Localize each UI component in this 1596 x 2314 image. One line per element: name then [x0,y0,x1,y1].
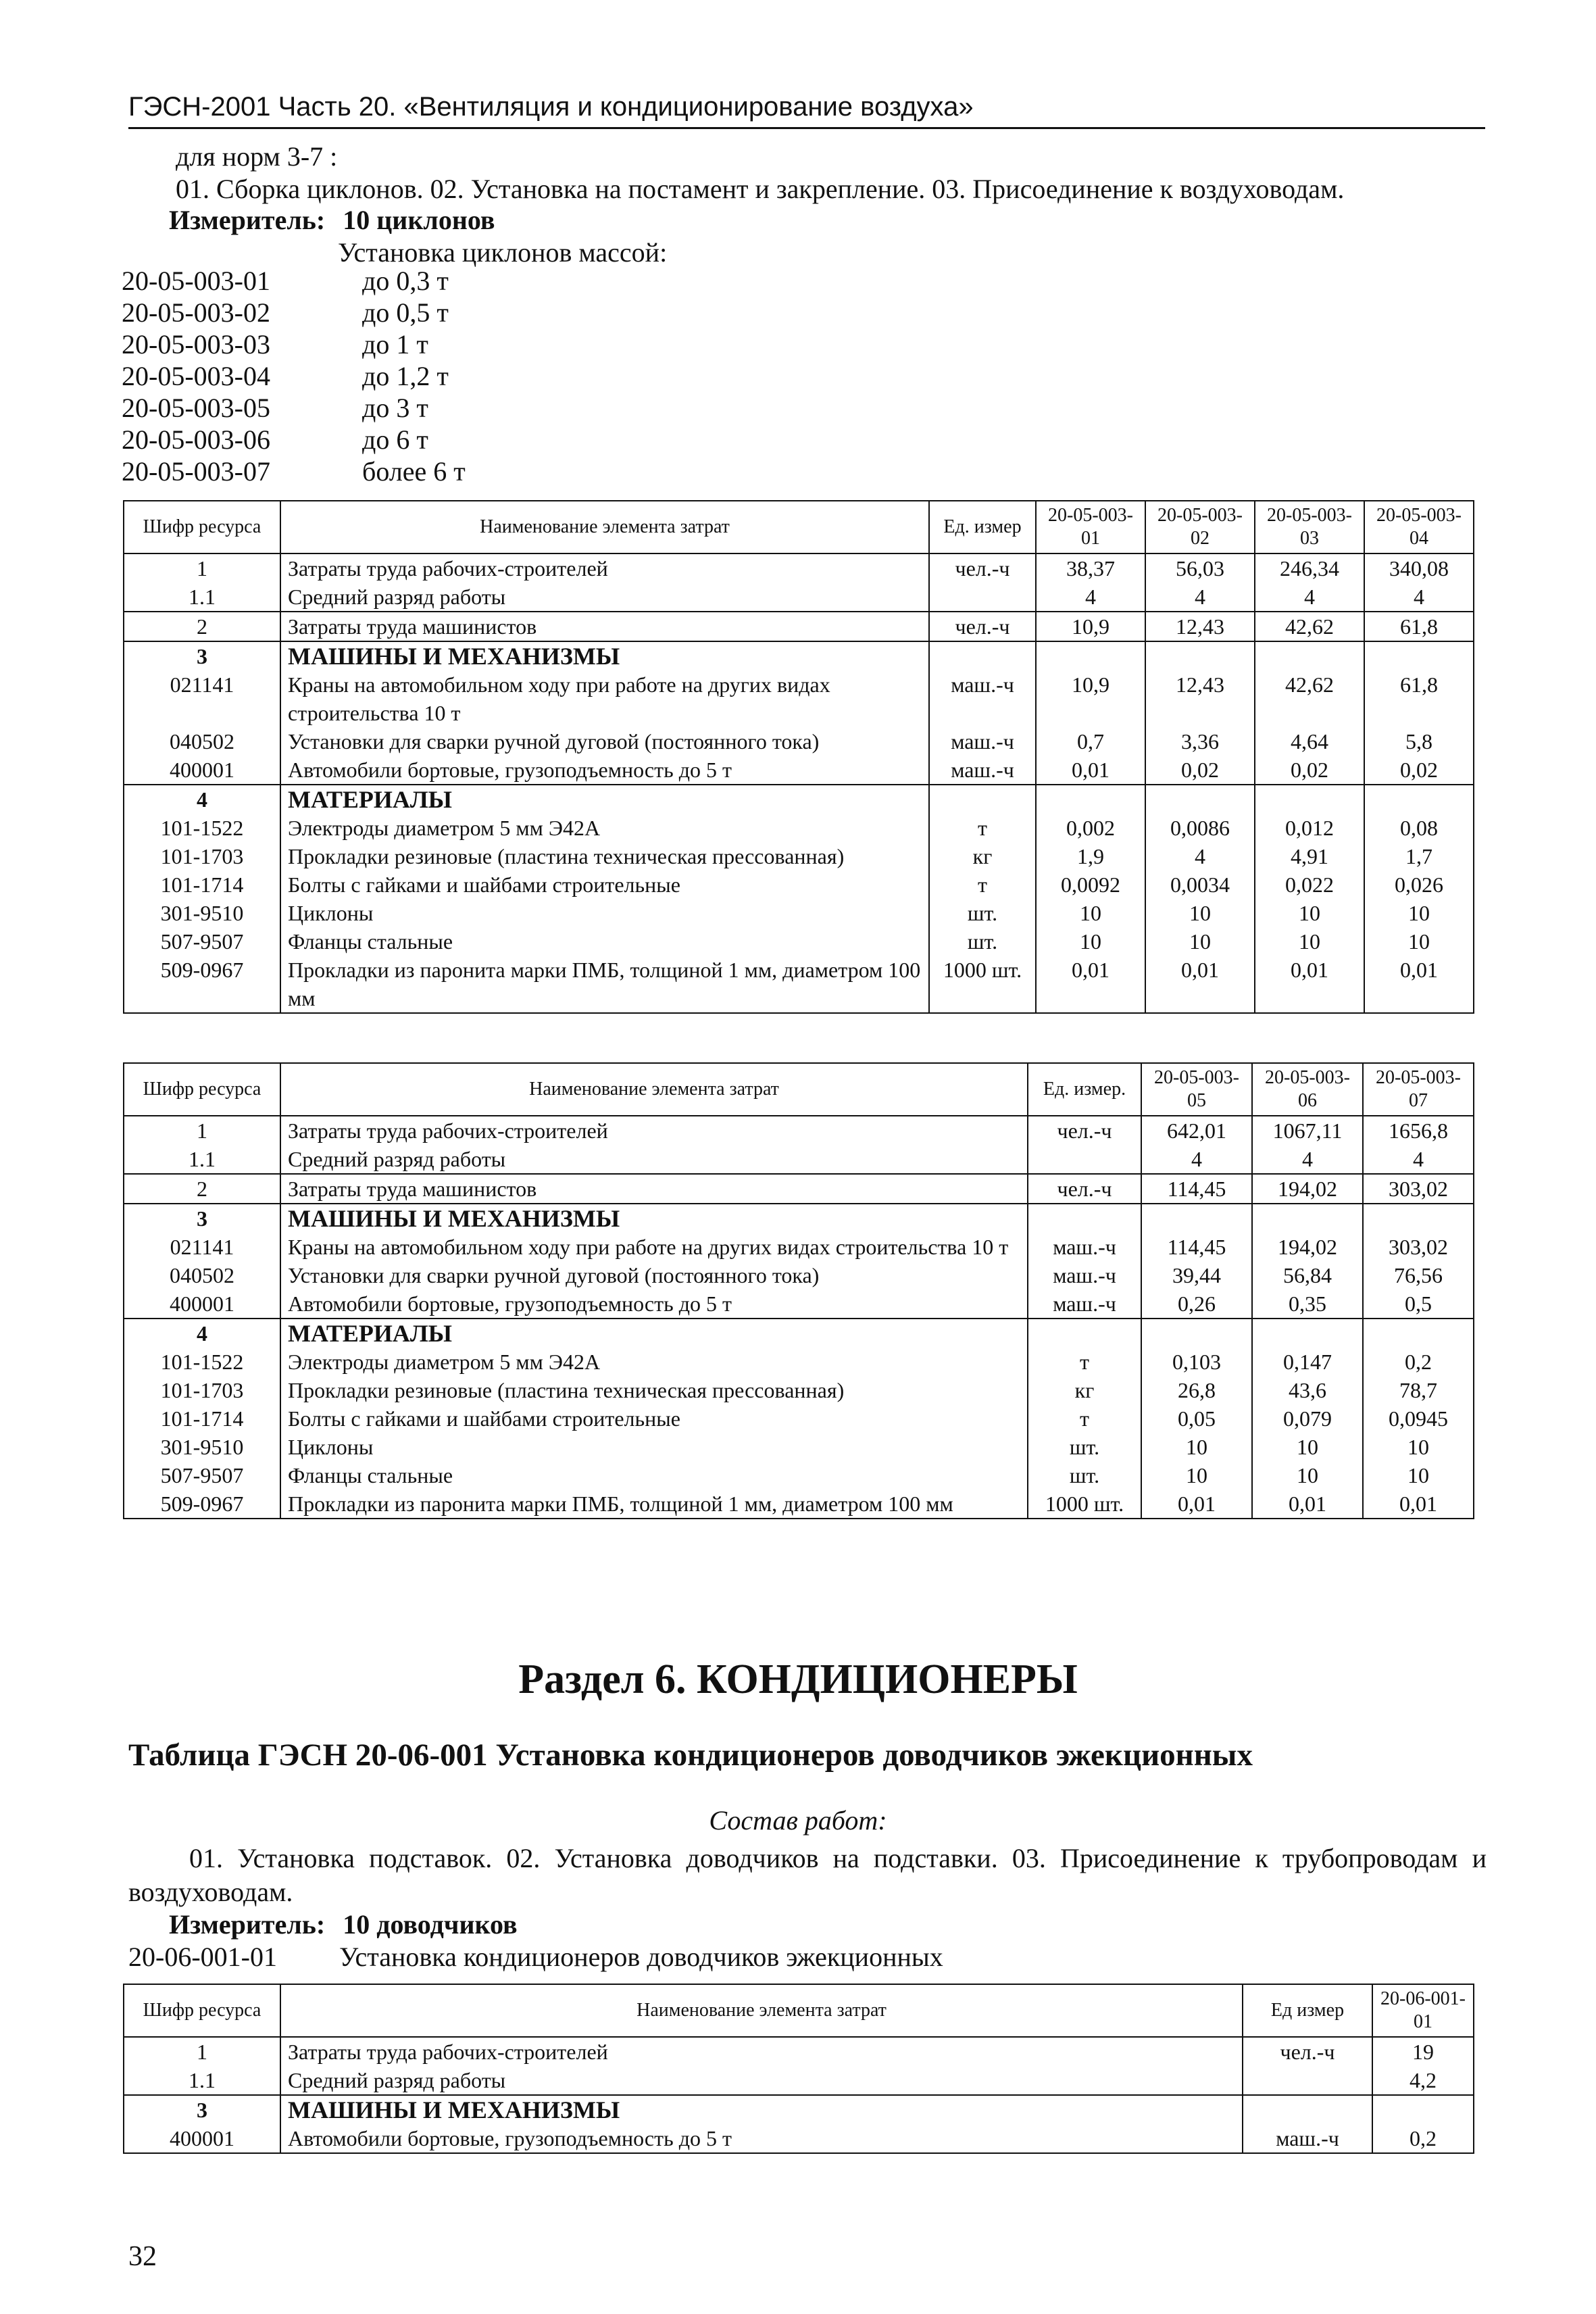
cost-element-name: Болты с гайками и шайбами строительные [280,870,929,899]
value-cell: 0,01 [1363,1490,1474,1519]
resource-code: 040502 [124,727,280,756]
value-cell: 0,0092 [1036,870,1145,899]
table-row [124,1376,1474,1404]
value-cell: 10,9 [1036,612,1145,641]
unit-cell: т [1028,1348,1141,1376]
resource-code: 101-1703 [124,842,280,870]
cost-element-name: Затраты труда рабочих-строителей [280,1116,1028,1145]
cost-element-name: Краны на автомобильном ходу при работе на других видах строительства 10 т [280,1233,1028,1261]
value-cell: 4 [1145,583,1255,612]
value-cell: 0,7 [1036,727,1145,756]
unit-cell: чел.-ч [929,553,1036,583]
table-row [124,641,1474,670]
unit-cell [1243,2066,1372,2095]
value-cell [1255,785,1364,814]
value-cell: 0,02 [1364,756,1474,785]
unit-cell: чел.-ч [1028,1174,1141,1204]
table-row [124,1289,1474,1319]
value-cell: 39,44 [1141,1261,1252,1289]
value-cell: 0,01 [1036,756,1145,785]
cost-element-name: Фланцы стальные [280,927,929,956]
value-cell: 76,56 [1363,1261,1474,1289]
cost-element-name: Электроды диаметром 5 мм Э42А [280,814,929,842]
value-cell: 0,01 [1255,956,1364,1013]
value-cell: 246,34 [1255,553,1364,583]
table-row [124,1433,1474,1461]
resource-code: 400001 [124,2124,280,2153]
value-cell: 0,079 [1252,1404,1363,1433]
value-cell: 4 [1364,583,1474,612]
header-code: Шифр ресурса [124,1063,280,1116]
norm-code: 20-05-003-03 [122,329,270,360]
resource-code: 1 [124,2037,280,2066]
value-cell: 0,0086 [1145,814,1255,842]
unit-cell: кг [1028,1376,1141,1404]
norm-desc: до 0,5 т [362,297,449,328]
page-number: 32 [128,2241,157,2272]
table-row [124,870,1474,899]
value-cell: 1,9 [1036,842,1145,870]
value-cell: 1656,8 [1363,1116,1474,1145]
unit-cell: шт. [1028,1433,1141,1461]
value-cell: 0,08 [1364,814,1474,842]
norm-desc: до 1 т [362,329,428,360]
unit-cell: т [929,814,1036,842]
unit-cell [929,641,1036,670]
table-header-row [124,501,1474,553]
unit-cell: чел.-ч [929,612,1036,641]
resource-code: 1.1 [124,1145,280,1174]
value-cell: 340,08 [1364,553,1474,583]
resource-code: 2 [124,612,280,641]
unit-cell: т [929,870,1036,899]
value-cell: 4 [1255,583,1364,612]
value-cell: 0,35 [1252,1289,1363,1319]
cost-element-name: Прокладки из паронита марки ПМБ, толщиной 1 мм, диаметром 100 мм [280,956,929,1013]
table-row [124,612,1474,641]
cost-element-name: Средний разряд работы [280,2066,1243,2095]
unit-cell: маш.-ч [1028,1289,1141,1319]
value-cell: 4 [1145,842,1255,870]
value-cell: 10 [1036,927,1145,956]
value-cell: 4 [1252,1145,1363,1174]
value-cell: 10 [1364,899,1474,927]
value-cell [1252,1204,1363,1233]
section-title: Раздел 6. КОНДИЦИОНЕРЫ [518,1656,1078,1702]
resource-code: 1.1 [124,583,280,612]
table-row [124,1116,1474,1145]
code-list-item [122,297,466,328]
header-column: 20-05-003-07 [1363,1063,1474,1116]
value-cell: 114,45 [1141,1174,1252,1204]
value-cell: 10 [1145,927,1255,956]
header-unit: Ед измер [1243,1984,1372,2037]
table-row [124,1404,1474,1433]
resource-code: 4 [124,1319,280,1348]
cost-element-name: Установки для сварки ручной дуговой (постоянного тока) [280,1261,1028,1289]
cost-element-name: МАШИНЫ И МЕХАНИЗМЫ [280,1204,1028,1233]
value-cell [1036,641,1145,670]
cost-element-name: Краны на автомобильном ходу при работе на других видах строительства 10 т [280,670,929,727]
norm-code: 20-05-003-02 [122,297,270,328]
value-cell: 0,01 [1145,956,1255,1013]
value-cell: 0,2 [1363,1348,1474,1376]
value-cell: 10 [1364,927,1474,956]
unit-cell: маш.-ч [1028,1261,1141,1289]
value-cell: 0,26 [1141,1289,1252,1319]
section6-works: 01. Установка подставок. 02. Установка доводчиков на подставки. 03. Присоединение к трубопроводам и воздуховодам. [128,1843,1487,1907]
table-row [124,899,1474,927]
value-cell: 78,7 [1363,1376,1474,1404]
resource-code: 101-1714 [124,870,280,899]
cost-element-name: Автомобили бортовые, грузоподъемность до 5 т [280,756,929,785]
unit-cell: чел.-ч [1028,1116,1141,1145]
value-cell: 12,43 [1145,670,1255,727]
value-cell: 10 [1363,1433,1474,1461]
value-cell [1364,641,1474,670]
unit-cell [929,785,1036,814]
resource-table-1 [123,500,1474,1014]
value-cell: 0,02 [1255,756,1364,785]
section6-meter-line [169,1909,518,1941]
header-name: Наименование элемента затрат [280,1063,1028,1116]
resource-code: 509-0967 [124,1490,280,1519]
meter-value: 10 циклонов [343,205,495,235]
value-cell: 0,01 [1252,1490,1363,1519]
table-row [124,2066,1474,2095]
value-cell: 10 [1363,1461,1474,1490]
value-cell: 4 [1363,1145,1474,1174]
table-row [124,1319,1474,1348]
norm-code: 20-05-003-04 [122,361,270,391]
cost-element-name: Электроды диаметром 5 мм Э42А [280,1348,1028,1376]
value-cell: 10 [1252,1461,1363,1490]
value-cell: 38,37 [1036,553,1145,583]
resource-code: 3 [124,641,280,670]
resource-code: 2 [124,1174,280,1204]
value-cell: 0,0945 [1363,1404,1474,1433]
value-cell: 42,62 [1255,612,1364,641]
header-unit: Ед. измер. [1028,1063,1141,1116]
value-cell: 0,5 [1363,1289,1474,1319]
table-row [124,2095,1474,2124]
works-description: 01. Сборка циклонов. 02. Установка на постамент и закрепление. 03. Присоединение к воздуховодам. [176,174,1345,204]
resource-code: 509-0967 [124,956,280,1013]
code-list-item [122,360,466,392]
cost-element-name: Циклоны [280,899,929,927]
table-header-row [124,1984,1474,2037]
value-cell [1145,641,1255,670]
table-row [124,1145,1474,1174]
value-cell: 303,02 [1363,1233,1474,1261]
cost-element-name: Средний разряд работы [280,583,929,612]
unit-cell: маш.-ч [1243,2124,1372,2153]
unit-cell: маш.-ч [1028,1233,1141,1261]
value-cell: 56,84 [1252,1261,1363,1289]
header-name: Наименование элемента затрат [280,501,929,553]
value-cell: 0,002 [1036,814,1145,842]
value-cell: 303,02 [1363,1174,1474,1204]
table-row [124,1204,1474,1233]
code-list-item [122,456,466,487]
mass-title: Установка циклонов массой: [338,237,668,268]
section6-code-line [128,1941,943,1973]
table-row [124,814,1474,842]
resource-code: 4 [124,785,280,814]
header-column: 20-05-003-05 [1141,1063,1252,1116]
resource-code: 301-9510 [124,1433,280,1461]
unit-cell [1028,1204,1141,1233]
value-cell: 10 [1145,899,1255,927]
page-header: ГЭСН-2001 Часть 20. «Вентиляция и кондиционирование воздуха» [128,87,1485,129]
resource-code: 101-1522 [124,1348,280,1376]
value-cell [1363,1204,1474,1233]
norm-desc: до 6 т [362,424,428,455]
value-cell: 0,01 [1364,956,1474,1013]
unit-cell [929,583,1036,612]
unit-cell [1028,1319,1141,1348]
unit-cell: чел.-ч [1243,2037,1372,2066]
value-cell: 642,01 [1141,1116,1252,1145]
value-cell: 10,9 [1036,670,1145,727]
norm-desc: до 0,3 т [362,266,449,296]
value-cell: 0,103 [1141,1348,1252,1376]
resource-code: 507-9507 [124,1461,280,1490]
value-cell [1255,641,1364,670]
resource-table-2 [123,1062,1474,1519]
norm-code: 20-05-003-01 [122,266,270,296]
value-cell: 26,8 [1141,1376,1252,1404]
cost-element-name: Прокладки из паронита марки ПМБ, толщиной 1 мм, диаметром 100 мм [280,1490,1028,1519]
value-cell: 4,2 [1372,2066,1474,2095]
resource-code: 400001 [124,1289,280,1319]
value-cell: 4 [1141,1145,1252,1174]
resource-code: 101-1522 [124,814,280,842]
cost-element-name: Циклоны [280,1433,1028,1461]
table-row [124,1461,1474,1490]
cost-element-name: МАТЕРИАЛЫ [280,1319,1028,1348]
resource-code: 1 [124,1116,280,1145]
unit-cell: 1000 шт. [929,956,1036,1013]
value-cell: 10 [1255,927,1364,956]
value-cell: 4,64 [1255,727,1364,756]
value-cell [1141,1204,1252,1233]
value-cell: 42,62 [1255,670,1364,727]
value-cell: 1067,11 [1252,1116,1363,1145]
value-cell: 4,91 [1255,842,1364,870]
resource-code: 400001 [124,756,280,785]
unit-cell: маш.-ч [929,756,1036,785]
value-cell: 5,8 [1364,727,1474,756]
cost-element-name: МАТЕРИАЛЫ [280,785,929,814]
header-column: 20-05-003-03 [1255,501,1364,553]
resource-code: 1.1 [124,2066,280,2095]
header-column: 20-05-003-02 [1145,501,1255,553]
meter-label: Измеритель: [169,205,326,235]
value-cell [1036,785,1145,814]
value-cell: 0,012 [1255,814,1364,842]
code-list-item [122,328,466,360]
table-row [124,2037,1474,2066]
resource-table-3 [123,1984,1474,2154]
value-cell: 0,05 [1141,1404,1252,1433]
cost-element-name: Затраты труда машинистов [280,612,929,641]
works-title: Состав работ: [709,1805,887,1836]
resource-code: 3 [124,1204,280,1233]
value-cell: 61,8 [1364,670,1474,727]
table-row [124,1490,1474,1519]
value-cell: 0,2 [1372,2124,1474,2153]
unit-cell [1243,2095,1372,2124]
resource-code: 301-9510 [124,899,280,927]
unit-cell: т [1028,1404,1141,1433]
value-cell: 0,022 [1255,870,1364,899]
table-row [124,1233,1474,1261]
cost-element-name: Затраты труда рабочих-строителей [280,2037,1243,2066]
unit-cell: маш.-ч [929,727,1036,756]
cost-element-name: Прокладки резиновые (пластина техническая прессованная) [280,842,929,870]
value-cell: 0,02 [1145,756,1255,785]
norm-code: 20-05-003-05 [122,393,270,423]
value-cell: 0,147 [1252,1348,1363,1376]
value-cell: 194,02 [1252,1233,1363,1261]
value-cell [1141,1319,1252,1348]
cost-element-name: МАШИНЫ И МЕХАНИЗМЫ [280,2095,1243,2124]
header-column: 20-05-003-04 [1364,501,1474,553]
resource-code: 3 [124,2095,280,2124]
cost-element-name: Прокладки резиновые (пластина техническая прессованная) [280,1376,1028,1404]
norm-desc: более 6 т [362,456,466,487]
table-header-row [124,1063,1474,1116]
norms-label: для норм 3-7 : [176,141,338,172]
meter-line [169,204,495,237]
cost-element-name: Установки для сварки ручной дуговой (постоянного тока) [280,727,929,756]
table-row [124,670,1474,727]
value-cell: 0,01 [1036,956,1145,1013]
resource-code: 507-9507 [124,927,280,956]
cost-element-name: Затраты труда машинистов [280,1174,1028,1204]
norm-desc: до 3 т [362,393,428,423]
value-cell: 10 [1036,899,1145,927]
table-row [124,956,1474,1013]
value-cell: 0,0034 [1145,870,1255,899]
meter-label: Измеритель: [169,1909,326,1940]
table-row [124,583,1474,612]
meter-value: 10 доводчиков [343,1909,518,1940]
value-cell: 43,6 [1252,1376,1363,1404]
norm-desc: Установка кондиционеров доводчиков эжекционных [339,1942,943,1972]
header-column: 20-06-001-01 [1372,1984,1474,2037]
table-row [124,785,1474,814]
table-row [124,927,1474,956]
unit-cell: шт. [929,927,1036,956]
value-cell [1372,2095,1474,2124]
cost-element-name: Затраты труда рабочих-строителей [280,553,929,583]
resource-code: 101-1703 [124,1376,280,1404]
unit-cell: шт. [929,899,1036,927]
table-row [124,2124,1474,2153]
table-title: Таблица ГЭСН 20-06-001 Установка кондиционеров доводчиков эжекционных [128,1738,1253,1773]
value-cell: 114,45 [1141,1233,1252,1261]
norm-code: 20-05-003-06 [122,424,270,455]
value-cell: 0,01 [1141,1490,1252,1519]
cost-element-name: Автомобили бортовые, грузоподъемность до 5 т [280,1289,1028,1319]
cost-element-name: МАШИНЫ И МЕХАНИЗМЫ [280,641,929,670]
value-cell [1145,785,1255,814]
value-cell [1363,1319,1474,1348]
value-cell [1252,1319,1363,1348]
value-cell: 194,02 [1252,1174,1363,1204]
value-cell: 0,026 [1364,870,1474,899]
code-list-item [122,424,466,456]
cost-element-name: Средний разряд работы [280,1145,1028,1174]
value-cell: 12,43 [1145,612,1255,641]
table-row [124,842,1474,870]
resource-code: 1 [124,553,280,583]
value-cell: 10 [1141,1461,1252,1490]
unit-cell: кг [929,842,1036,870]
value-cell: 61,8 [1364,612,1474,641]
cost-element-name: Автомобили бортовые, грузоподъемность до 5 т [280,2124,1243,2153]
cost-element-name: Болты с гайками и шайбами строительные [280,1404,1028,1433]
header-column: 20-05-003-01 [1036,501,1145,553]
value-cell: 56,03 [1145,553,1255,583]
unit-cell: маш.-ч [929,670,1036,727]
norm-code: 20-05-003-07 [122,456,270,487]
resource-code: 021141 [124,670,280,727]
resource-code: 040502 [124,1261,280,1289]
table-row [124,1348,1474,1376]
value-cell: 10 [1141,1433,1252,1461]
value-cell: 4 [1036,583,1145,612]
table-row [124,1174,1474,1204]
unit-cell: шт. [1028,1461,1141,1490]
unit-cell: 1000 шт. [1028,1490,1141,1519]
header-code: Шифр ресурса [124,1984,280,2037]
value-cell: 3,36 [1145,727,1255,756]
unit-cell [1028,1145,1141,1174]
table-row [124,553,1474,583]
norm-code: 20-06-001-01 [128,1942,277,1972]
value-cell: 1,7 [1364,842,1474,870]
value-cell: 10 [1252,1433,1363,1461]
resource-code: 101-1714 [124,1404,280,1433]
value-cell: 10 [1255,899,1364,927]
table-row [124,727,1474,756]
header-name: Наименование элемента затрат [280,1984,1243,2037]
header-column: 20-05-003-06 [1252,1063,1363,1116]
header-unit: Ед. измер [929,501,1036,553]
value-cell [1364,785,1474,814]
table-row [124,756,1474,785]
code-list-item [122,392,466,424]
code-list-item [122,265,466,297]
header-code: Шифр ресурса [124,501,280,553]
cost-element-name: Фланцы стальные [280,1461,1028,1490]
resource-code: 021141 [124,1233,280,1261]
code-list [122,265,466,487]
value-cell: 19 [1372,2037,1474,2066]
norm-desc: до 1,2 т [362,361,449,391]
table-row [124,1261,1474,1289]
